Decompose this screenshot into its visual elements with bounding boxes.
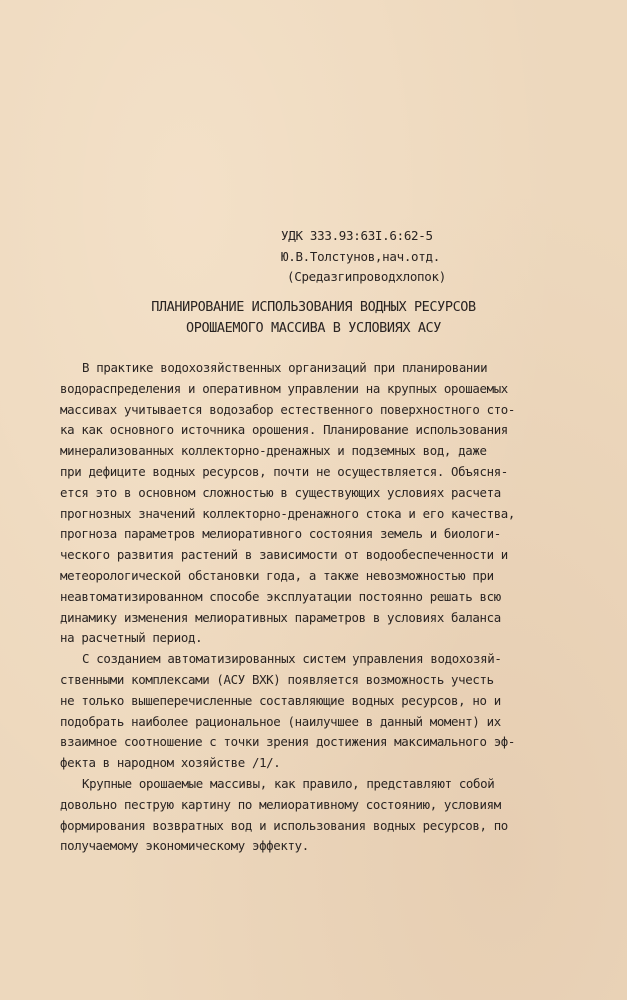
text-line: метеорологической обстановки года, а также невозможностью при [60,567,494,583]
text-line: не только вышеперечисленные составляющие водных ресурсов, но и [60,692,501,708]
text-line: довольно пеструю картину по мелиоративному состоянию, условиям [60,796,501,812]
text-line: формирования возвратных вод и использования водных ресурсов, по [60,817,508,833]
paragraph-3 [60,774,530,857]
text-line: подобрать наиболее рациональное (наилучшее в данный момент) их [60,713,501,729]
text-line: ственными комплексами (АСУ ВХК) появляется возможность учесть [60,671,494,687]
body-text [60,358,530,857]
text-line: ется это в основном сложностью в существующих условиях расчета [60,484,501,500]
text-line: минерализованных коллекторно-дренажных и подземных вод, даже [60,443,487,459]
text-line: неавтоматизированном способе эксплуатации постоянно решать всю [60,588,501,604]
paragraph-1 [60,358,530,649]
document-header [281,226,521,288]
text-line: Крупные орошаемые массивы, как правило, представляют собой [82,775,495,791]
text-line: на расчетный период. [60,630,203,646]
text-line: С созданием автоматизированных систем управления водохозяй- [82,651,502,667]
udk-code: УДК 333.93:63I.6:62-5 [281,228,433,243]
text-line: прогноза параметров мелиоративного состояния земель и биологи- [60,526,501,542]
text-line: водораспределения и оперативном управлении на крупных орошаемых [60,380,508,396]
text-line: ческого развития растений в зависимости от водообеспеченности и [60,547,508,563]
document-title [0,297,627,339]
paragraph-2 [60,649,530,774]
text-line: взаимное соотношение с точки зрения достижения максимального эф- [60,734,516,750]
text-line: получаемому экономическому эффекту. [60,838,309,854]
text-line: прогнозных значений коллекторно-дренажного стока и его качества, [60,505,516,521]
title-line-2: ОРОШАЕМОГО МАССИВА В УСЛОВИЯХ АСУ [185,320,441,336]
text-line: ка как основного источника орошения. Планирование использования [60,422,508,438]
text-line: при дефиците водных ресурсов, почти не осуществляется. Объясня- [60,463,508,479]
text-line: массивах учитывается водозабор естественного поверхностного сто- [60,401,516,417]
text-line: фекта в народном хозяйстве /1/. [60,755,281,771]
text-line: динамику изменения мелиоративных параметров в условиях баланса [60,609,501,625]
title-line-1: ПЛАНИРОВАНИЕ ИСПОЛЬЗОВАНИЯ ВОДНЫХ РЕСУРСОВ [151,299,476,315]
author-line: Ю.В.Толстунов,нач.отд. [281,248,440,264]
text-line: В практике водохозяйственных организаций при планировании [82,360,488,375]
organization-line: (Средазгипроводхлопок) [287,269,446,284]
